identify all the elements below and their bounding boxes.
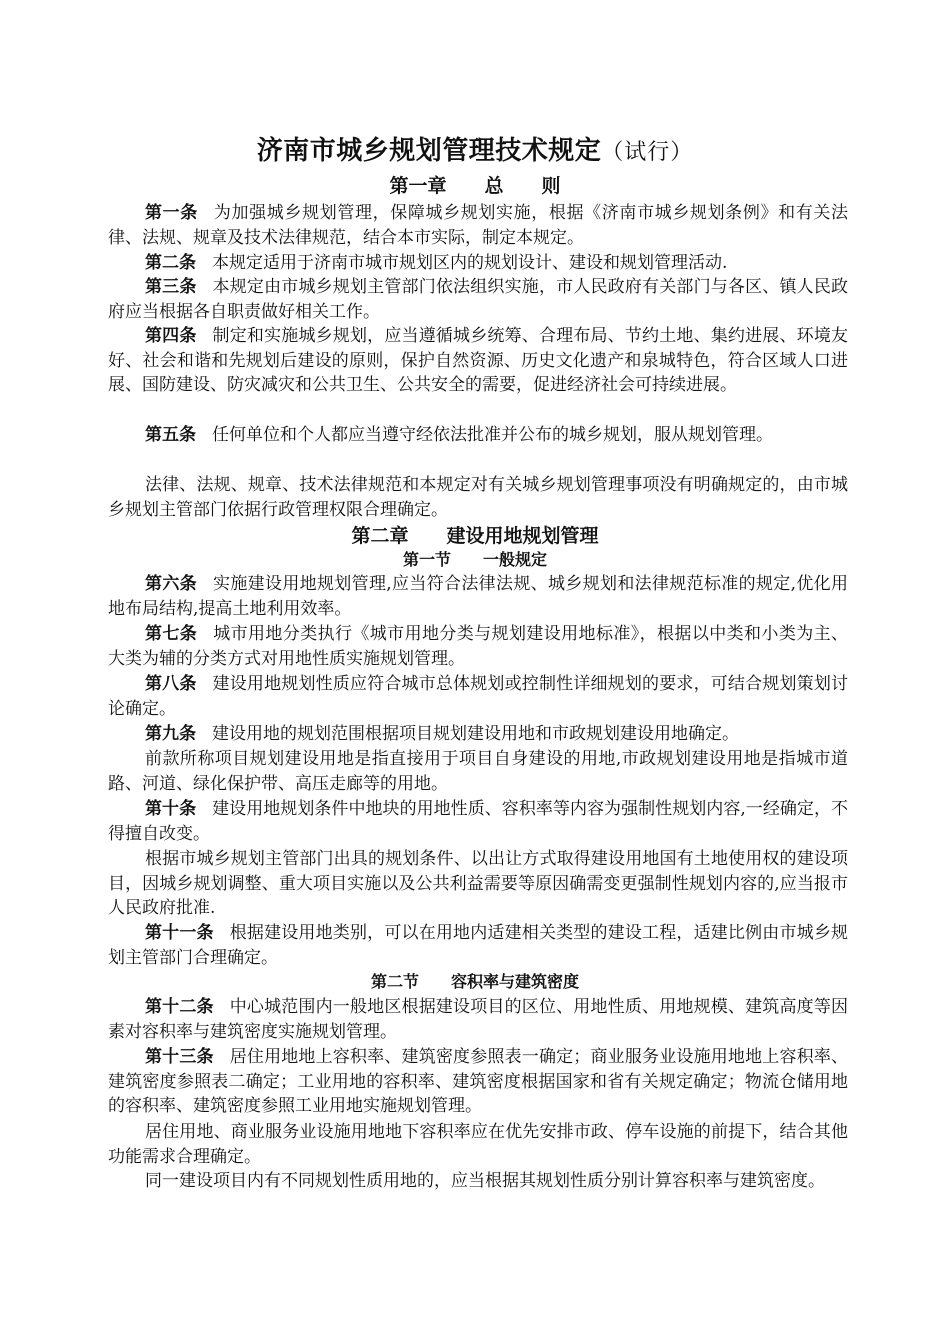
article-number: 第四条 [145, 326, 197, 346]
article-number: 第九条 [145, 724, 196, 744]
article-paragraph [108, 797, 848, 846]
paragraph-text: 同一建设项目内有不同规划性质用地的，应当根据其规划性质分别计算容积率与建筑密度。 [145, 1171, 825, 1191]
article-text: 任何单位和个人都应当遵守经依法批准并公布的城乡规划，服从规划管理。 [212, 425, 773, 445]
article-text: 制定和实施城乡规划，应当遵循城乡统筹、合理布局、节约土地、集约进展、环境友好、社会和谐和先规划后建设的原则，保护自然资源、历史文化遗产和泉城特色，符合区域人口进展、国防建设、防灾减灾和公共卫生、公共安全的需要，促进经济社会可持续进展。 [108, 326, 849, 395]
article-text: 居住用地地上容积率、建筑密度参照表一确定；商业服务业设施用地地上容积率、建筑密度参照表二确定；工业用地的容积率、建筑密度根据国家和省有关规定确定；物流仓储用地的容积率、建筑密度参照工业用地实施规划管理。 [108, 1047, 848, 1116]
article-number: 第十二条 [145, 997, 214, 1017]
article-paragraph [108, 722, 848, 747]
article-paragraph [108, 251, 848, 276]
section-heading: 第一节 一般规定 [402, 550, 547, 569]
article-number: 第五条 [145, 425, 196, 445]
article-number: 第八条 [145, 674, 197, 694]
article-number: 第十条 [145, 799, 197, 819]
article-number: 第一条 [145, 203, 198, 223]
paragraph-text: 法律、法规、规章、技术法律规范和本规定对有关城乡规划管理事项没有明确规定的，由市城乡规划主管部门依据行政管理权限合理确定。 [108, 475, 848, 520]
article-number: 第三条 [145, 277, 197, 297]
article-paragraph [108, 275, 848, 324]
document-title-suffix: （试行） [601, 140, 694, 165]
article-paragraph [108, 1045, 848, 1119]
article-number: 第十三条 [145, 1047, 214, 1067]
body-paragraph [108, 1120, 848, 1169]
body-paragraph [108, 473, 848, 522]
article-number: 第二条 [145, 253, 196, 273]
article-text: 实施建设用地规划管理,应当符合法律法规、城乡规划和法律规范标准的规定,优化用地布局结构,提高土地利用效率。 [108, 574, 849, 619]
chapter-heading: 第二章 建设用地规划管理 [351, 525, 599, 547]
article-text: 中心城范围内一般地区根据建设项目的区位、用地性质、用地规模、建筑高度等因素对容积率与建筑密度实施规划管理。 [108, 997, 848, 1042]
body-paragraph [108, 847, 848, 921]
article-paragraph [108, 324, 848, 398]
body-paragraph [108, 747, 848, 796]
article-text: 建设用地的规划范围根据项目规划建设用地和市政规划建设用地确定。 [212, 724, 739, 744]
article-paragraph [108, 622, 848, 671]
article-text: 根据建设用地类别，可以在用地内适建相关类型的建设工程，适建比例由市城乡规划主管部门合理确定。 [108, 923, 848, 968]
article-paragraph [108, 572, 848, 621]
article-number: 第七条 [145, 624, 198, 644]
article-text: 建设用地规划条件中地块的用地性质、容积率等内容为强制性规划内容,一经确定，不得擅自改变。 [108, 799, 849, 844]
article-number: 第六条 [145, 574, 197, 594]
paragraph-text: 前款所称项目规划建设用地是指直接用于项目自身建设的用地,市政规划建设用地是指城市道路、河道、绿化保护带、高压走廊等的用地。 [108, 749, 848, 794]
paragraph-text: 根据市城乡规划主管部门出具的规划条件、以出让方式取得建设用地国有土地使用权的建设项目，因城乡规划调整、重大项目实施以及公共利益需要等原因确需变更强制性规划内容的,应当报市人民政府批准. [108, 849, 848, 918]
article-text: 为加强城乡规划管理，保障城乡规划实施，根据《济南市城乡规划条例》和有关法律、法规、规章及技术法律规范，结合本市实际，制定本规定。 [108, 203, 849, 248]
document-title-main: 济南市城乡规划管理技术规定 [256, 136, 602, 166]
document-title [0, 134, 950, 170]
chapter-heading: 第一章 总 则 [389, 175, 561, 197]
paragraph-text: 居住用地、商业服务业设施用地地下容积率应在优先安排市政、停车设施的前提下，结合其他功能需求合理确定。 [108, 1122, 848, 1167]
section-heading: 第二节 容积率与建筑密度 [370, 972, 579, 991]
article-text: 城市用地分类执行《城市用地分类与规划建设用地标准》，根据以中类和小类为主、大类为辅的分类方式对用地性质实施规划管理。 [108, 624, 849, 669]
article-paragraph [108, 995, 848, 1044]
article-paragraph [108, 672, 848, 721]
article-paragraph [108, 423, 848, 448]
article-text: 本规定由市城乡规划主管部门依法组织实施，市人民政府有关部门与各区、镇人民政府应当根据各自职责做好相关工作。 [108, 277, 849, 322]
article-paragraph [108, 201, 848, 250]
article-number: 第十一条 [145, 923, 214, 943]
body-paragraph [108, 1169, 848, 1194]
article-text: 建设用地规划性质应符合城市总体规划或控制性详细规划的要求，可结合规划策划讨论确定。 [108, 674, 849, 719]
article-paragraph [108, 921, 848, 970]
article-text: 本规定适用于济南市城市规划区内的规划设计、建设和规划管理活动. [212, 253, 728, 273]
